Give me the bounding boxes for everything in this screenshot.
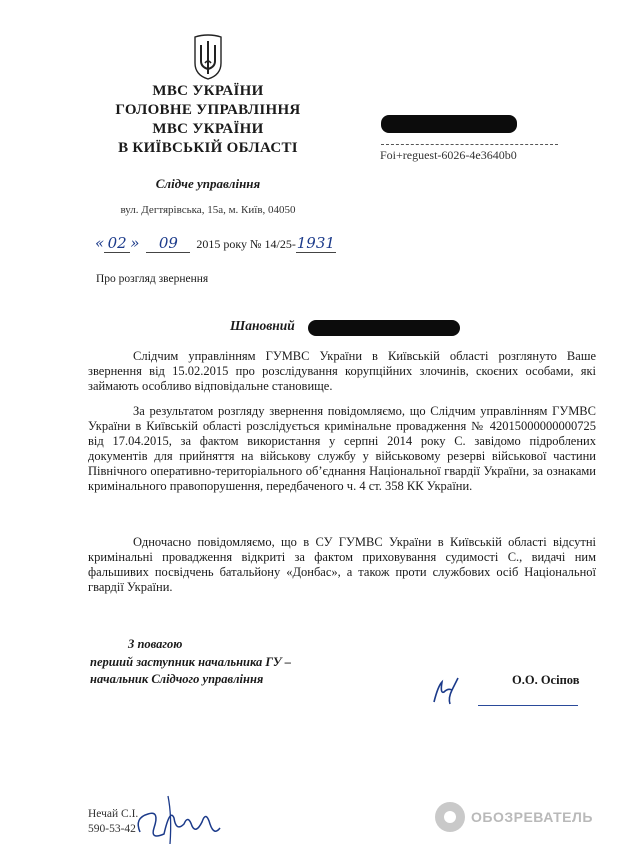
signature-underline: [478, 705, 578, 706]
body-paragraph-2: За результатом розгляду звернення повідомляємо, що Слідчим управлінням ГУМВС України в Київській області розслідується кримінальне провадження № 42015000000000725 від 17.04.2015, за фактом використання у серпні 2014 року С. завідомо підроблених документів для прийняття на військову службу у військовому резерві військової частини Північного оперативно-територіального об’єднання Національної гвардії України, за ознаками кримінального правопорушення, передбаченого ч. 4 ст. 358 КК України.: [88, 404, 596, 493]
department-name: Слідче управління: [155, 176, 261, 191]
signatory-name: О.О. Осіпов: [512, 673, 580, 687]
foi-request-code: Foi+reguest-6026-4e3640b0: [380, 148, 517, 162]
date-day: 02: [104, 234, 130, 253]
addressee-name-redaction: [308, 320, 460, 336]
watermark-logo-icon: [435, 802, 465, 832]
date-number-suffix: 1931: [296, 234, 335, 252]
recipient-divider: [381, 144, 558, 145]
org-line-2: ГОЛОВНЕ УПРАВЛІННЯ: [115, 102, 301, 118]
salutation: Шановний: [230, 318, 295, 333]
coat-of-arms-icon: [191, 33, 225, 81]
org-line-3: МВС УКРАЇНИ: [152, 121, 264, 137]
org-line-1: МВС УКРАЇНИ: [152, 83, 264, 99]
body-paragraph-3: Одночасно повідомляємо, що в СУ ГУМВС України в Київській області відсутні кримінальні провадження відкриті за фактом приховування судимості С., видачі ним фальшивих посвідчень батальйону «Донбас», а також проти службових осіб Національної гвардії України.: [88, 535, 596, 594]
department-address: вул. Дегтярівська, 15а, м. Київ, 04050: [120, 204, 296, 216]
watermark-text: ОБОЗРЕВАТЕЛЬ: [471, 809, 593, 825]
date-year-number: 2015 року № 14/25-: [196, 237, 296, 251]
watermark: [435, 802, 593, 832]
executor-name: Нечай С.І.: [88, 808, 139, 820]
subject-line: Про розгляд звернення: [96, 273, 209, 285]
executor-phone: 590-53-42: [88, 823, 136, 835]
org-line-4: В КИЇВСЬКІЙ ОБЛАСТІ: [118, 140, 298, 156]
date-open-quote: «: [95, 234, 105, 252]
signature-regards: З повагою: [128, 637, 183, 651]
date-number-line: [95, 234, 336, 253]
handwritten-signature-icon: [428, 672, 468, 708]
date-month: 09: [146, 234, 190, 253]
executor-signature-icon: [130, 788, 226, 848]
body-paragraph-1: Слідчим управлінням ГУМВС України в Київській області розглянуто Ваше звернення від 15.02.2015 про розслідування корупційних злочинів, скоєних особами, які займають особливо відповідальне становище.: [88, 349, 596, 393]
date-mid-quote: »: [130, 234, 140, 252]
signature-position-2: начальник Слідчого управління: [90, 672, 264, 686]
signature-position-1: перший заступник начальника ГУ –: [90, 655, 292, 669]
recipient-redaction: [381, 115, 517, 133]
